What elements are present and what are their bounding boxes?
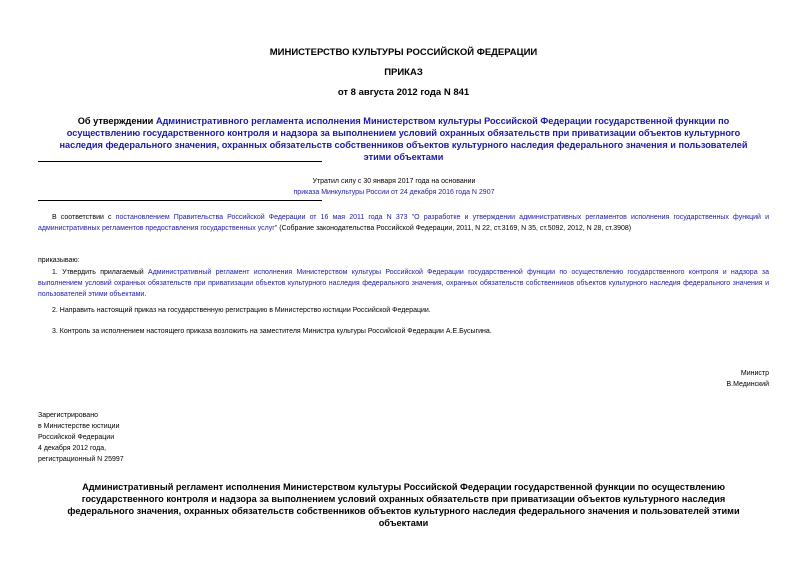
registration-line: Российской Федерации xyxy=(38,434,115,441)
item-1-suffix: . xyxy=(144,291,147,298)
document-title xyxy=(50,115,757,163)
registration-line: регистрационный N 25997 xyxy=(38,456,124,463)
basis-suffix: (Собрание законодательства Российской Федерации, 2011, N 22, ст.3169, N 35, ст.5092, 2012, N 28, ст.3908) xyxy=(277,225,632,232)
order-word: приказываю: xyxy=(38,257,80,264)
registration-block xyxy=(38,410,238,465)
registration-line: в Министерстве юстиции xyxy=(38,423,120,430)
title-prefix: Об утверждении xyxy=(77,116,156,126)
basis-decree-link[interactable]: постановлением Правительства Российской Федерации от 16 мая 2011 года N 373 "О разработке и утверждении административных регламентов исполнения государственных функций и административных регламентов предоставления государственных услуг" xyxy=(38,214,770,232)
divider-bottom xyxy=(38,200,322,201)
ministry-heading: МИНИСТЕРСТВО КУЛЬТУРЫ РОССИЙСКОЙ ФЕДЕРАЦИИ xyxy=(269,47,538,58)
status-note xyxy=(200,176,588,198)
doc-type-heading: ПРИКАЗ xyxy=(384,67,423,78)
registration-line: 4 декабря 2012 года, xyxy=(38,445,107,452)
status-order-link[interactable]: приказа Минкультуры России от 24 декабря 2016 года N 2907 xyxy=(293,189,495,196)
item-3: 3. Контроль за исполнением настоящего приказа возложить на заместителя Министра культуры Российской Федерации А.Е.Бусыгина. xyxy=(52,328,492,335)
reglament-title: Административный регламент исполнения Министерством культуры Российской Федерации государственной функции по осуществлению государственного контроля и надзора за выполнением условий охранных обязательств при приватизации объектов культурного наследия федерального значения, охранных обязательств собственников объектов культурного наследия федерального значения и пользователей этими объектами xyxy=(67,482,740,528)
item-1 xyxy=(38,267,769,300)
item-1-prefix: 1. Утвердить прилагаемый xyxy=(52,269,149,276)
item-1-reglament-link[interactable]: Административный регламент исполнения Министерством культуры Российской Федерации государственной функции по осуществлению государственного контроля и надзора за выполнением условий охранных обязательств при приватизации объектов культурного наследия федерального значения, охранных обязательств собственников объектов культурного наследия федерального значения и пользователей этими объектами xyxy=(38,269,769,298)
signer-position: Министр xyxy=(740,370,769,377)
basis-paragraph xyxy=(38,212,769,234)
basis-prefix: В соответствии с xyxy=(52,214,116,221)
registration-line: Зарегистрировано xyxy=(38,412,98,419)
title-reglament-link[interactable]: Административного регламента исполнения Министерством культуры Российской Федерации государственной функции по осуществлению государственного контроля и надзора за выполнением условий охранных обязательств при приватизации объектов культурного наследия федерального значения, охранных обязательств собственников объектов культурного наследия федерального значения и пользователей этими объектами xyxy=(59,116,748,162)
item-2: 2. Направить настоящий приказ на государственную регистрацию в Министерство юстиции Российской Федерации. xyxy=(52,307,431,314)
divider-top xyxy=(38,161,322,162)
status-line: Утратил силу с 30 января 2017 года на основании xyxy=(312,178,476,185)
doc-date-number: от 8 августа 2012 года N 841 xyxy=(337,87,470,98)
signer-name: В.Мединский xyxy=(726,381,769,388)
